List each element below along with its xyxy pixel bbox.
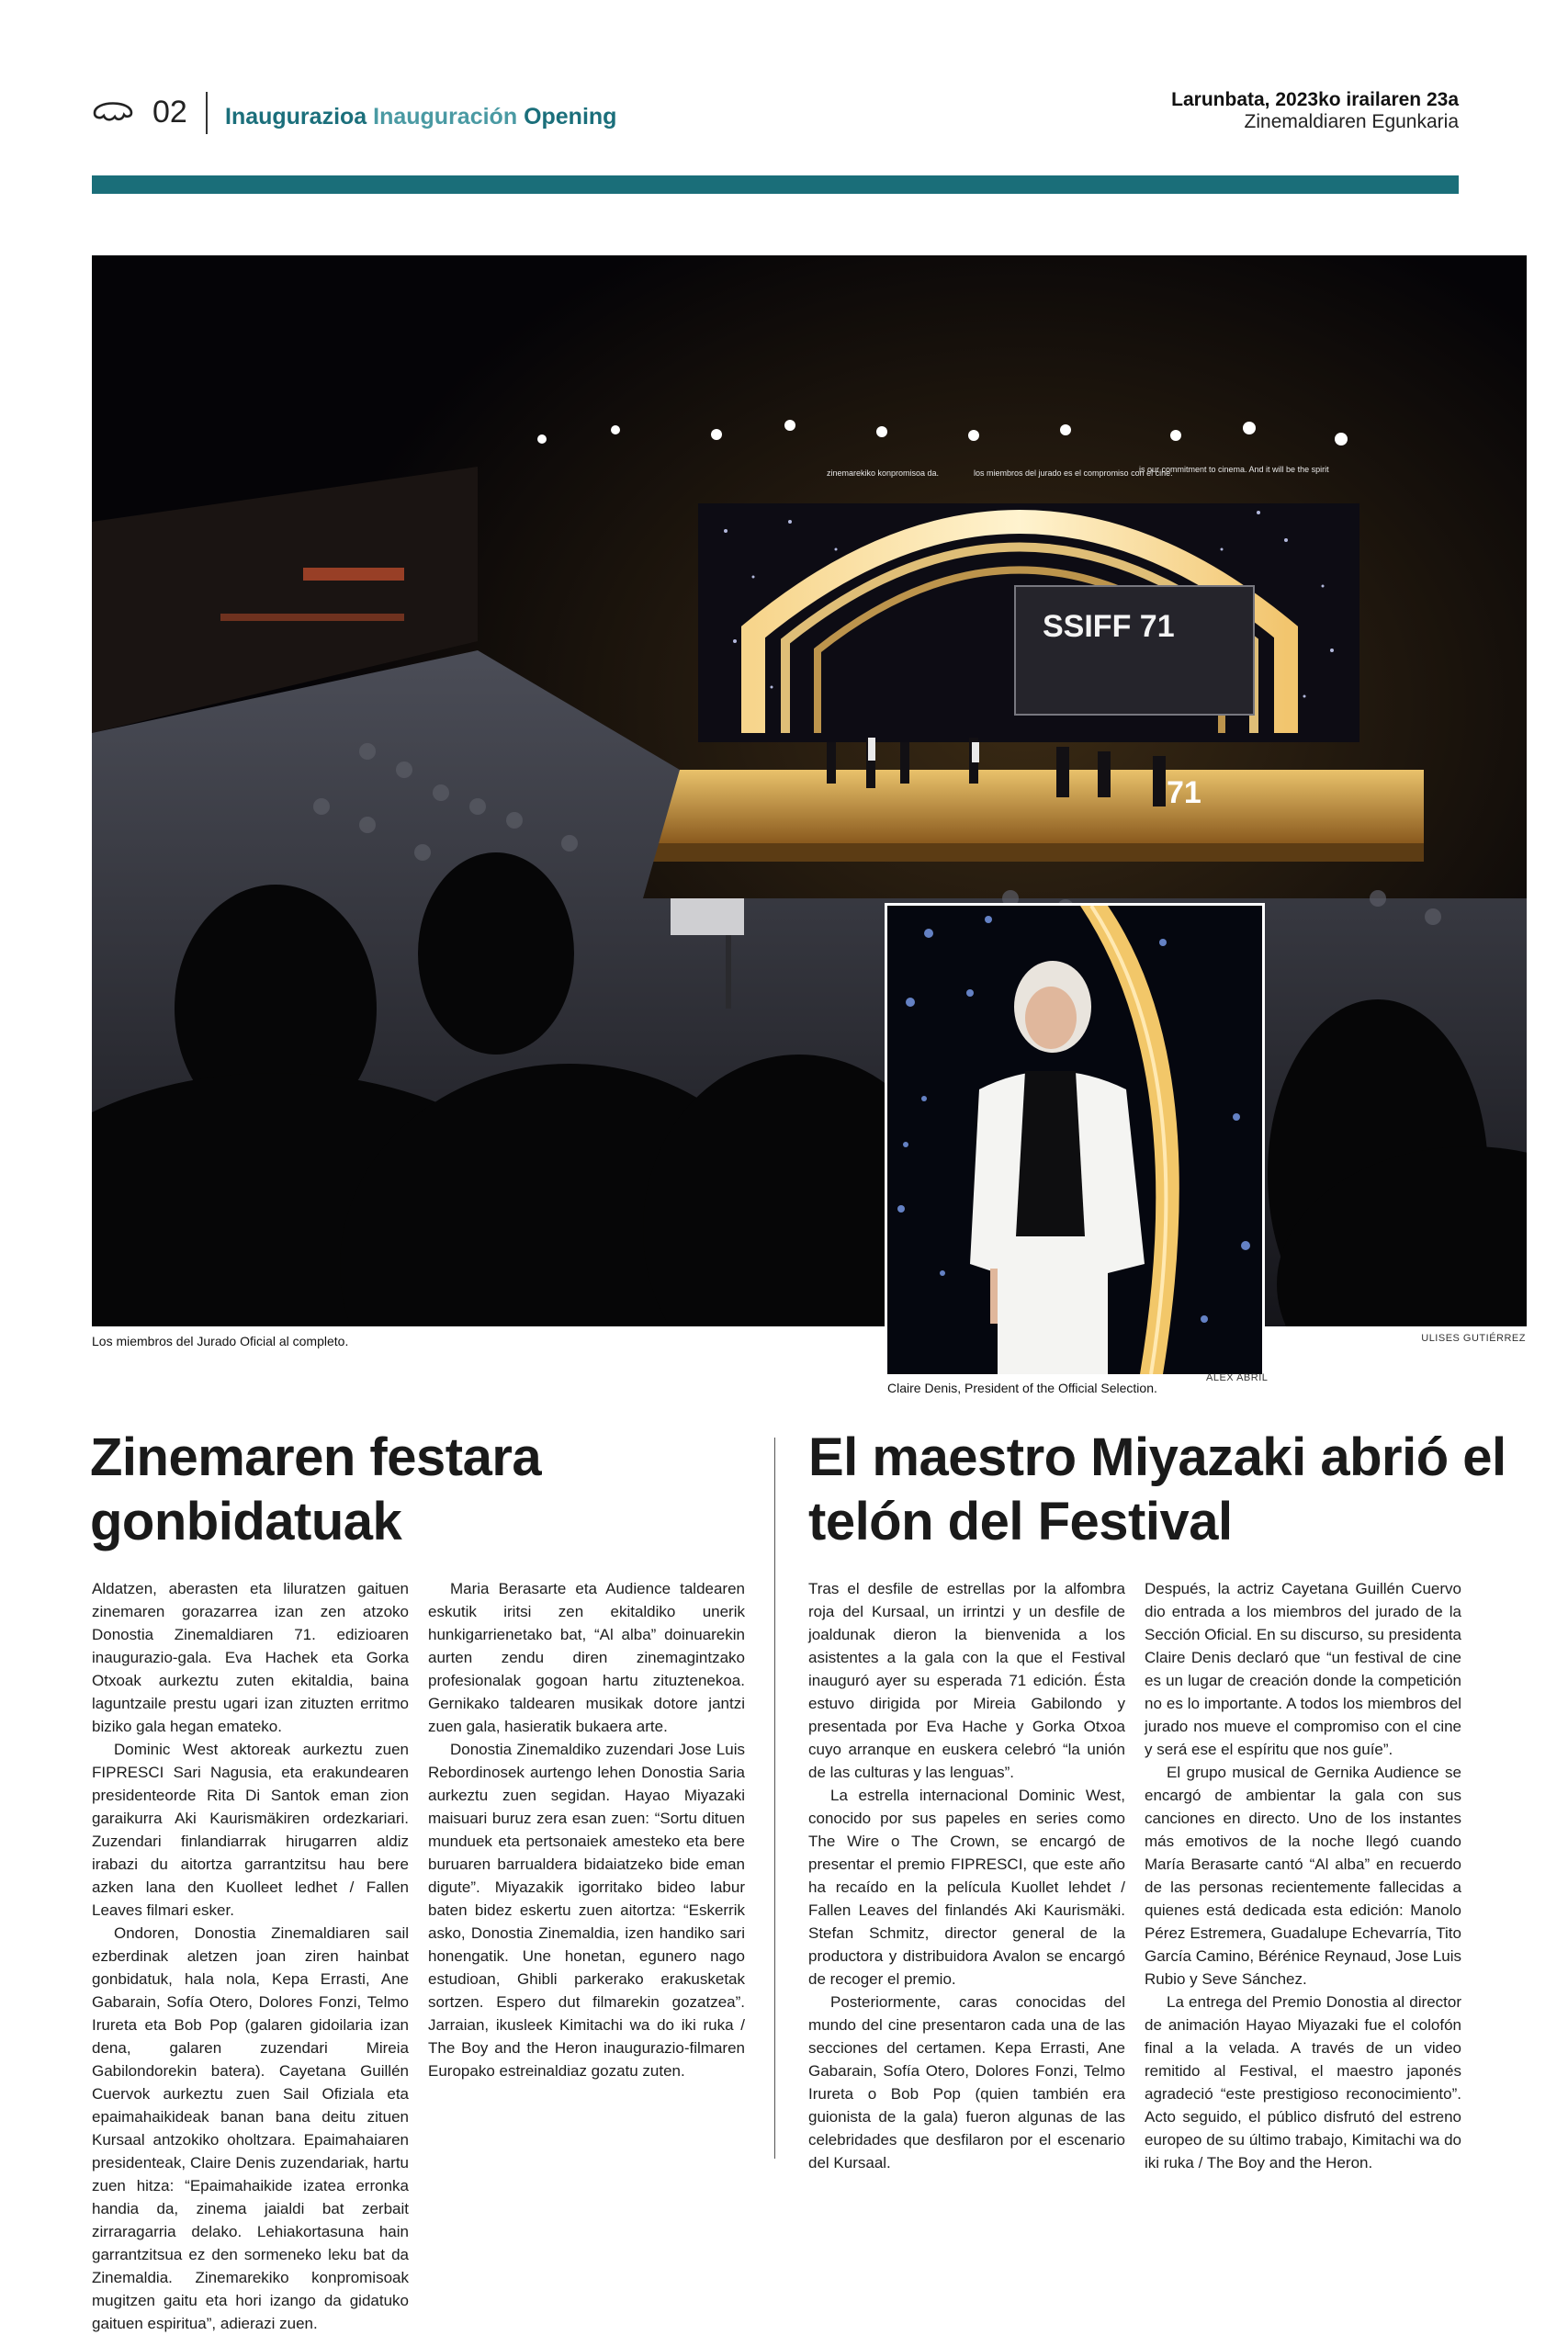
ticker-text-3: is our commitment to cinema. And it will be the spirit [1139, 465, 1329, 474]
paragraph: La entrega del Premio Donostia al director de animación Hayao Miyazaki fue el colofón final a la velada. A través de un video remitido al Festival, el maestro japonés agradeció “este prestigioso reconocimiento”. Acto seguido, el público disfrutó del estreno europeo de su último trabajo, Kimitachi wa do iki ruka / The Boy and the Heron. [1145, 1993, 1461, 2171]
stage-number: 71 [1167, 775, 1201, 810]
paragraph: Aldatzen, aberasten eta liluratzen gaituen zinemaren gorazarrea izan zen atzoko Donostia Zinemaldiaren 71. edizioaren inaugurazio-gala. Eva Hachek eta Gorka Otxoak aurkeztu zuten ekitaldia, baina laguntzaile prestu ugari izan zituzten erritmo biziko gala hegan emateko. [92, 1580, 409, 1735]
header-accent-bar [92, 175, 1459, 194]
inset-photo-caption: Claire Denis, President of the Official Selection. [887, 1381, 1157, 1395]
paragraph: Maria Berasarte eta Audience taldearen eskutik iritsi zen ekitaldiko unerik hunkigarrienetako bat, “Al alba” doinuarekin aurten zendu diren zinemagintzako profesionalak gogoan hartu zituztenekoa. Gernikako taldearen musikak dotore jantzi zuen gala, hasieratik bukaera arte. [428, 1580, 745, 1735]
paragraph: El grupo musical de Gernika Audience se encargó de ambientar la gala con sus canciones en directo. Uno de los instantes más emotivos de la noche llegó cuando María Berasarte cantó “Al alba” en recuerdo de las personas recientemente fallecidas a quienes está dedicada esta edición: Manolo Pérez Estremera, Guadalupe Echevarría, Tito García Camino, Bérénice Reynaud, Jose Luis Rubio y Seve Sánchez. [1145, 1764, 1461, 1988]
article-spanish-col-2 [1145, 1577, 1461, 2174]
paragraph: Dominic West aktoreak aurkeztu zuen FIPRESCI Sari Nagusia, eta erakundearen presidenteorde Rita Di Santok eman zion garaikurra Aki Kaurismäkiren ordezkariari. Zuzendari finlandiarrak hirugarren aldiz irabazi du aitortza garrantzitsu hau bere azken lana den Kuolleet ledhet / Fallen Leaves filmari esker. [92, 1741, 409, 1919]
ticker-text-2: los miembros del jurado es el compromiso con el cine. [974, 468, 1173, 478]
screen-festival-logo: SSIFF 71 [1043, 609, 1175, 644]
main-photo-credit: ULISES GUTIÉRREZ [1421, 1333, 1526, 1344]
festival-shell-logo-icon [91, 93, 135, 126]
main-photo-caption: Los miembros del Jurado Oficial al completo. [92, 1334, 349, 1348]
inset-photo-claire-denis [885, 903, 1265, 1377]
page-number: 02 [152, 95, 187, 130]
headline-basque: Zinemaren festara gonbidatuak [90, 1427, 542, 1551]
ticker-text-1: zinemarekiko konpromisoa da. [827, 468, 940, 478]
headline-spanish: El maestro Miyazaki abrió el telón del Festival [808, 1427, 1506, 1551]
paragraph: La estrella internacional Dominic West, conocido por sus papeles en series como The Wire o The Crown, se encargó de presentar el premio FIPRESCI, que este año ha recaído en la película Kuollet lehdet / Fallen Leaves del finlandés Aki Kaurismäki. Stefan Schmitz, director general de la productora y distribuidora Avalon se encargó de recoger el premio. [808, 1787, 1125, 1988]
paragraph: Ondoren, Donostia Zinemaldiaren sail ezberdinak aletzen joan ziren hainbat gonbidatuk, hala nola, Kepa Errasti, Ane Gabarain, Sofía Otero, Dolores Fonzi, Telmo Irureta eta Bob Pop (galaren gidoilaria izan dena, galaren zuzendari Mireia Gabilondorekin batera). Cayetana Guillén Cuervok aurkeztu zuen Sail Ofiziala eta epaimahaikideak banan bana deitu zituen Kursaal antzokiko oholtzara. Epaimahaiaren presidenteak, Claire Denis zuzendariak, hartu zuen hitza: “Epaimahaikide izatea erronka handia da, zinema jaialdi bat zerbait zirraragarria delako. Lehiakortasuna hain garrantzitsua ez den sormeneko leku bat da Zinemaldia. Zinemarekiko konpromisoak mugitzen gaitu eta hori izango da gidatuko gaituen espiritua”, adierazi zuen. [92, 1924, 409, 2332]
main-photo-gala-auditorium [92, 255, 1527, 1326]
section-spanish: Inauguración [373, 104, 518, 130]
newspaper-name: Zinemaldiaren Egunkaria [1244, 111, 1459, 132]
inset-photo-credit: ALEX ABRIL [1206, 1372, 1269, 1383]
article-basque-col-1 [92, 1577, 409, 2335]
section-label [225, 104, 616, 130]
column-divider [774, 1438, 775, 2159]
issue-date: Larunbata, 2023ko irailaren 23a [1171, 89, 1459, 110]
paragraph: Después, la actriz Cayetana Guillén Cuervo dio entrada a los miembros del jurado de la Sección Oficial. En su discurso, su presidenta Claire Denis declaró que “un festival de cine es un lugar de creación donde la competición no es lo importante. A todos los miembros del jurado nos mueve el compromiso con el cine y será ese el espíritu que nos guíe”. [1145, 1580, 1461, 1758]
section-basque: Inaugurazioa [225, 104, 367, 130]
article-spanish-col-1 [808, 1577, 1125, 2174]
paragraph: Tras el desfile de estrellas por la alfombra roja del Kursaal, un irrintzi y un desfile de joaldunak dieron la bienvenida a los asistentes a la gala con la que el Festival inauguró ayer su esperada 71 edición. Ésta estuvo dirigida por Mireia Gabilondo y presentada por Eva Hache y Gorka Otxoa cuyo arranque en euskera celebró “la unión de las culturas y las lenguas”. [808, 1580, 1125, 1781]
section-english: Opening [524, 104, 617, 130]
paragraph: Posteriormente, caras conocidas del mundo del cine presentaron cada una de las secciones del certamen. Kepa Errasti, Ane Gabarain, Sofía Otero, Dolores Fonzi, Telmo Irureta o Bob Pop (quien también era guionista de la gala) fueron algunas de las celebridades que desfilaron por el escenario del Kursaal. [808, 1993, 1125, 2171]
header-divider [206, 92, 208, 134]
paragraph: Donostia Zinemaldiko zuzendari Jose Luis Rebordinosek aurtengo lehen Donostia Saria aurkeztu zuen segidan. Hayao Miyazaki maisuari buruz zera esan zuen: “Sortu dituen munduek eta pertsonaiek amesteko eta bere buruaren barrualdera bidaiatzeko bide eman digute”. Miyazakik igorritako bideo labur baten bidez eskertu zuen aitortza: “Eskerrik asko, Donostia Zinemaldia, izen handiko sari honengatik. Une honetan, egunero nago estudioan, Ghibli parkerako erakusketak sortzen. Espero dut filmarekin gozatzea”. Jarraian, ikusleek Kimitachi wa do iki ruka / The Boy and the Heron inaugurazio-filmaren Europako estreinaldiaz gozatu zuten. [428, 1741, 745, 2080]
article-basque-col-2 [428, 1577, 745, 2082]
